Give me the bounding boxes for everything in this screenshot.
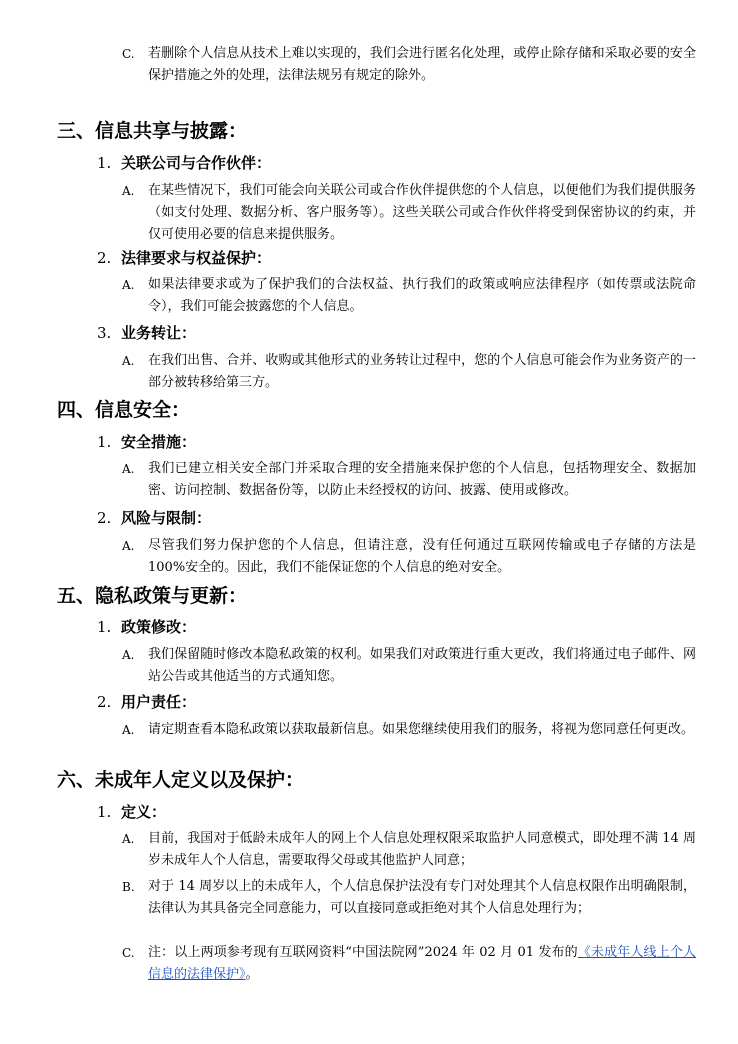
item-marker: B. <box>122 880 135 894</box>
item-text: 目前，我国对于低龄未成年人的网上个人信息处理权限采取监护人同意模式，即处理不满 14 周岁未成年人个人信息，需要取得父母或其他监护人同意； <box>148 831 696 868</box>
subsection-number: 1. <box>97 433 112 451</box>
list-item <box>122 942 702 986</box>
subsection-number: 2. <box>97 249 112 267</box>
subsection-number: 2. <box>97 509 112 527</box>
item-marker: C. <box>122 946 135 960</box>
item-marker: A. <box>122 354 135 368</box>
subsection-title: 政策修改： <box>121 618 197 636</box>
item-marker: A. <box>122 462 135 476</box>
subsection-heading <box>97 322 196 344</box>
subsection-number: 1. <box>97 803 112 821</box>
item-marker: A. <box>122 539 135 553</box>
item-text: 在我们出售、合并、收购或其他形式的业务转让过程中，您的个人信息可能会作为业务资产的一部分被转移给第三方。 <box>148 353 696 390</box>
subsection-number: 1. <box>97 154 112 172</box>
article-link[interactable]: 《未成年人线上个人信息的法律保护》 <box>148 945 696 982</box>
item-text: 我们已建立相关安全部门并采取合理的安全措施来保护您的个人信息，包括物理安全、数据加密、访问控制、数据备份等，以防止未经授权的访问、披露、使用或修改。 <box>148 461 696 498</box>
list-item <box>122 180 702 246</box>
subsection-heading <box>97 431 196 453</box>
subsection-heading <box>97 247 271 269</box>
section-heading-5: 五、隐私政策与更新： <box>57 585 248 607</box>
subsection-heading <box>97 152 271 174</box>
subsection-title: 关联公司与合作伙伴： <box>121 154 272 172</box>
item-marker: A. <box>122 278 135 292</box>
item-text: 我们保留随时修改本隐私政策的权利。如果我们对政策进行重大更改，我们将通过电子邮件、网站公告或其他适当的方式通知您。 <box>148 647 696 684</box>
note-tail: 。 <box>245 967 259 982</box>
item-text: 在某些情况下，我们可能会向关联公司或合作伙伴提供您的个人信息，以便他们为我们提供服务（如支付处理、数据分析、客户服务等）。这些关联公司或合作伙伴将受到保密协议的约束，并仅可使用必要的信息来提供服务。 <box>148 183 696 242</box>
note-text: 注：以上两项参考现有互联网资料“中国法院网”2024 年 02 月 01 发布的 <box>148 945 578 960</box>
subsection-number: 1. <box>97 618 112 636</box>
subsection-title: 法律要求与权益保护： <box>121 249 272 267</box>
item-text <box>148 942 696 986</box>
subsection-title: 用户责任： <box>121 693 197 711</box>
subsection-heading <box>97 616 196 638</box>
subsection-heading <box>97 691 196 713</box>
item-text: 若删除个人信息从技术上难以实现的，我们会进行匿名化处理，或停止除存储和采取必要的安全保护措施之外的处理，法律法规另有规定的除外。 <box>148 46 696 83</box>
item-marker: A. <box>122 648 135 662</box>
subsection-heading <box>97 507 211 529</box>
list-item <box>122 644 702 688</box>
subsection-heading <box>97 801 166 823</box>
list-item <box>122 458 702 502</box>
list-item <box>122 876 702 920</box>
section-heading-4: 四、信息安全： <box>57 399 191 421</box>
subsection-title: 业务转让： <box>121 324 197 342</box>
subsection-number: 3. <box>97 324 112 342</box>
item-marker: A. <box>122 832 135 846</box>
subsection-title: 风险与限制： <box>121 509 212 527</box>
list-item <box>122 350 702 394</box>
item-marker: A. <box>122 723 135 737</box>
list-item <box>122 828 702 872</box>
list-item <box>122 274 702 318</box>
section-heading-3: 三、信息共享与披露： <box>57 120 248 142</box>
item-text: 请定期查看本隐私政策以获取最新信息。如果您继续使用我们的服务，将视为您同意任何更改。 <box>148 722 695 737</box>
list-item <box>122 535 702 579</box>
item-text: 尽管我们努力保护您的个人信息，但请注意，没有任何通过互联网传输或电子存储的方法是 100%安全的。因此，我们不能保证您的个人信息的绝对安全。 <box>148 538 696 575</box>
list-item <box>122 719 702 741</box>
item-text: 对于 14 周岁以上的未成年人，个人信息保护法没有专门对处理其个人信息权限作出明确限制，法律认为其具备完全同意能力，可以直接同意或拒绝对其个人信息处理行为； <box>148 879 696 916</box>
item-marker: A. <box>122 184 135 198</box>
item-marker: C. <box>122 47 135 61</box>
list-item <box>122 43 702 87</box>
item-text: 如果法律要求或为了保护我们的合法权益、执行我们的政策或响应法律程序（如传票或法院命令），我们可能会披露您的个人信息。 <box>148 277 696 314</box>
section-heading-6: 六、未成年人定义以及保护： <box>57 769 305 791</box>
subsection-title: 安全措施： <box>121 433 197 451</box>
subsection-title: 定义： <box>121 803 167 821</box>
subsection-number: 2. <box>97 693 112 711</box>
